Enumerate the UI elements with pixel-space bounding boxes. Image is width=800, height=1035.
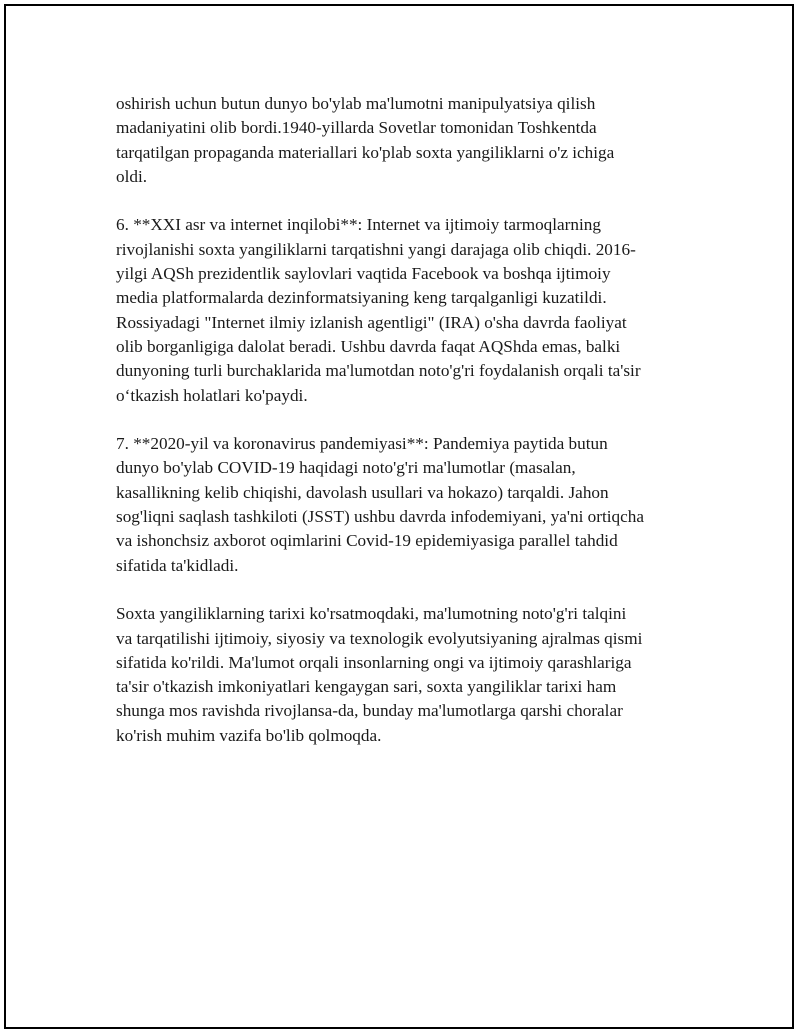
paragraph-intro-continuation: oshirish uchun butun dunyo bo'ylab ma'lumotni manipulyatsiya qilish madaniyatini olib bordi.1940-yillarda Sovetlar tomonidan Toshkentda tarqatilgan propaganda materiallari ko'plab soxta yangiliklarni o'z ichiga oldi. <box>116 94 615 186</box>
paragraph-section-7: 7. **2020-yil va koronavirus pandemiyasi**: Pandemiya paytida butun dunyo bo'ylab COVID-19 haqidagi noto'g'ri ma'lumotlar (masalan, kasallikning kelib chiqishi, davolash usullari va hokazo) tarqaldi. Jahon sog'liqni saqlash tashkiloti (JSST) ushbu davrda infodemiyani, ya'ni ortiqcha va ishonchsiz axborot oqimlarini Covid-19 epidemiyasiga parallel tahdid sifatida ta'kidladi. <box>116 434 644 575</box>
paragraph-conclusion: Soxta yangiliklarning tarixi ko'rsatmoqdaki, ma'lumotning noto'g'ri talqini va tarqatilishi ijtimoiy, siyosiy va texnologik evolyutsiyaning ajralmas qismi sifatida ko'rildi. Ma'lumot orqali insonlarning ongi va ijtimoiy qarashlariga ta'sir o'tkazish imkoniyatlari kengaygan sari, soxta yangiliklar tarixi ham shunga mos ravishda rivojlansa-da, bunday ma'lumotlarga qarshi choralar ko'rish muhim vazifa bo'lib qolmoqda. <box>116 604 643 745</box>
paragraph-section-6: 6. **XXI asr va internet inqilobi**: Internet va ijtimoiy tarmoqlarning rivojlanishi soxta yangiliklarni tarqatishni yangi darajaga olib chiqdi. 2016- yilgi AQSh prezidentlik saylovlari vaqtida Facebook va boshqa ijtimoiy media platformalarda dezinformatsiyaning keng tarqalganligi kuzatildi. Rossiyadagi "Internet ilmiy izlanish agentligi" (IRA) o'sha davrda faoliyat olib borganligiga dalolat beradi. Ushbu davrda faqat AQShda emas, balki dunyoning turli burchaklarida ma'lumotdan noto'g'ri foydalanish orqali ta'sir o‘tkazish holatlari ko'paydi. <box>116 215 641 405</box>
document-body <box>116 92 696 772</box>
